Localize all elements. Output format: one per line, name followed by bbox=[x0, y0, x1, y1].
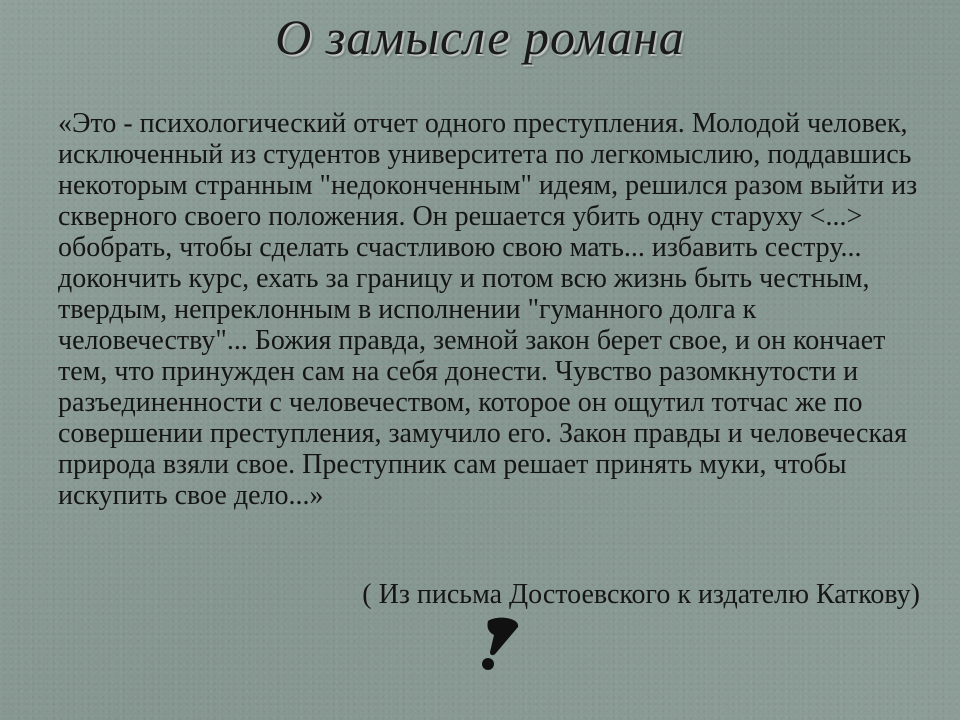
exclamation-mark-icon bbox=[476, 615, 526, 675]
quote-text: «Это - психологический отчет одного преступления. Молодой человек, исключенный из студентов университета по легкомыслию, поддавшись некоторым странным "недоконченным" идеям, решился разом выйти из скверного своего положения. Он решается убить одну старуху <...> обобрать, чтобы сделать счастливою свою мать... избавить сестру... докончить курс, ехать за границу и потом всю жизнь быть честным, твердым, непреклонным в исполнении "гуманного долга к человечеству"... Божия правда, земной закон берет свое, и он кончает тем, что принужден сам на себя донести. Чувство разомкнутости и разъединенности с человечеством, которое он ощутил тотчас же по совершении преступления, замучило его. Закон правды и человеческая природа взяли свое. Преступник сам решает принять муки, чтобы искупить свое дело...» bbox=[58, 108, 918, 511]
slide-title: О замысле романа bbox=[275, 9, 685, 65]
quote-attribution: ( Из письма Достоевского к издателю Каткову) bbox=[362, 579, 920, 610]
